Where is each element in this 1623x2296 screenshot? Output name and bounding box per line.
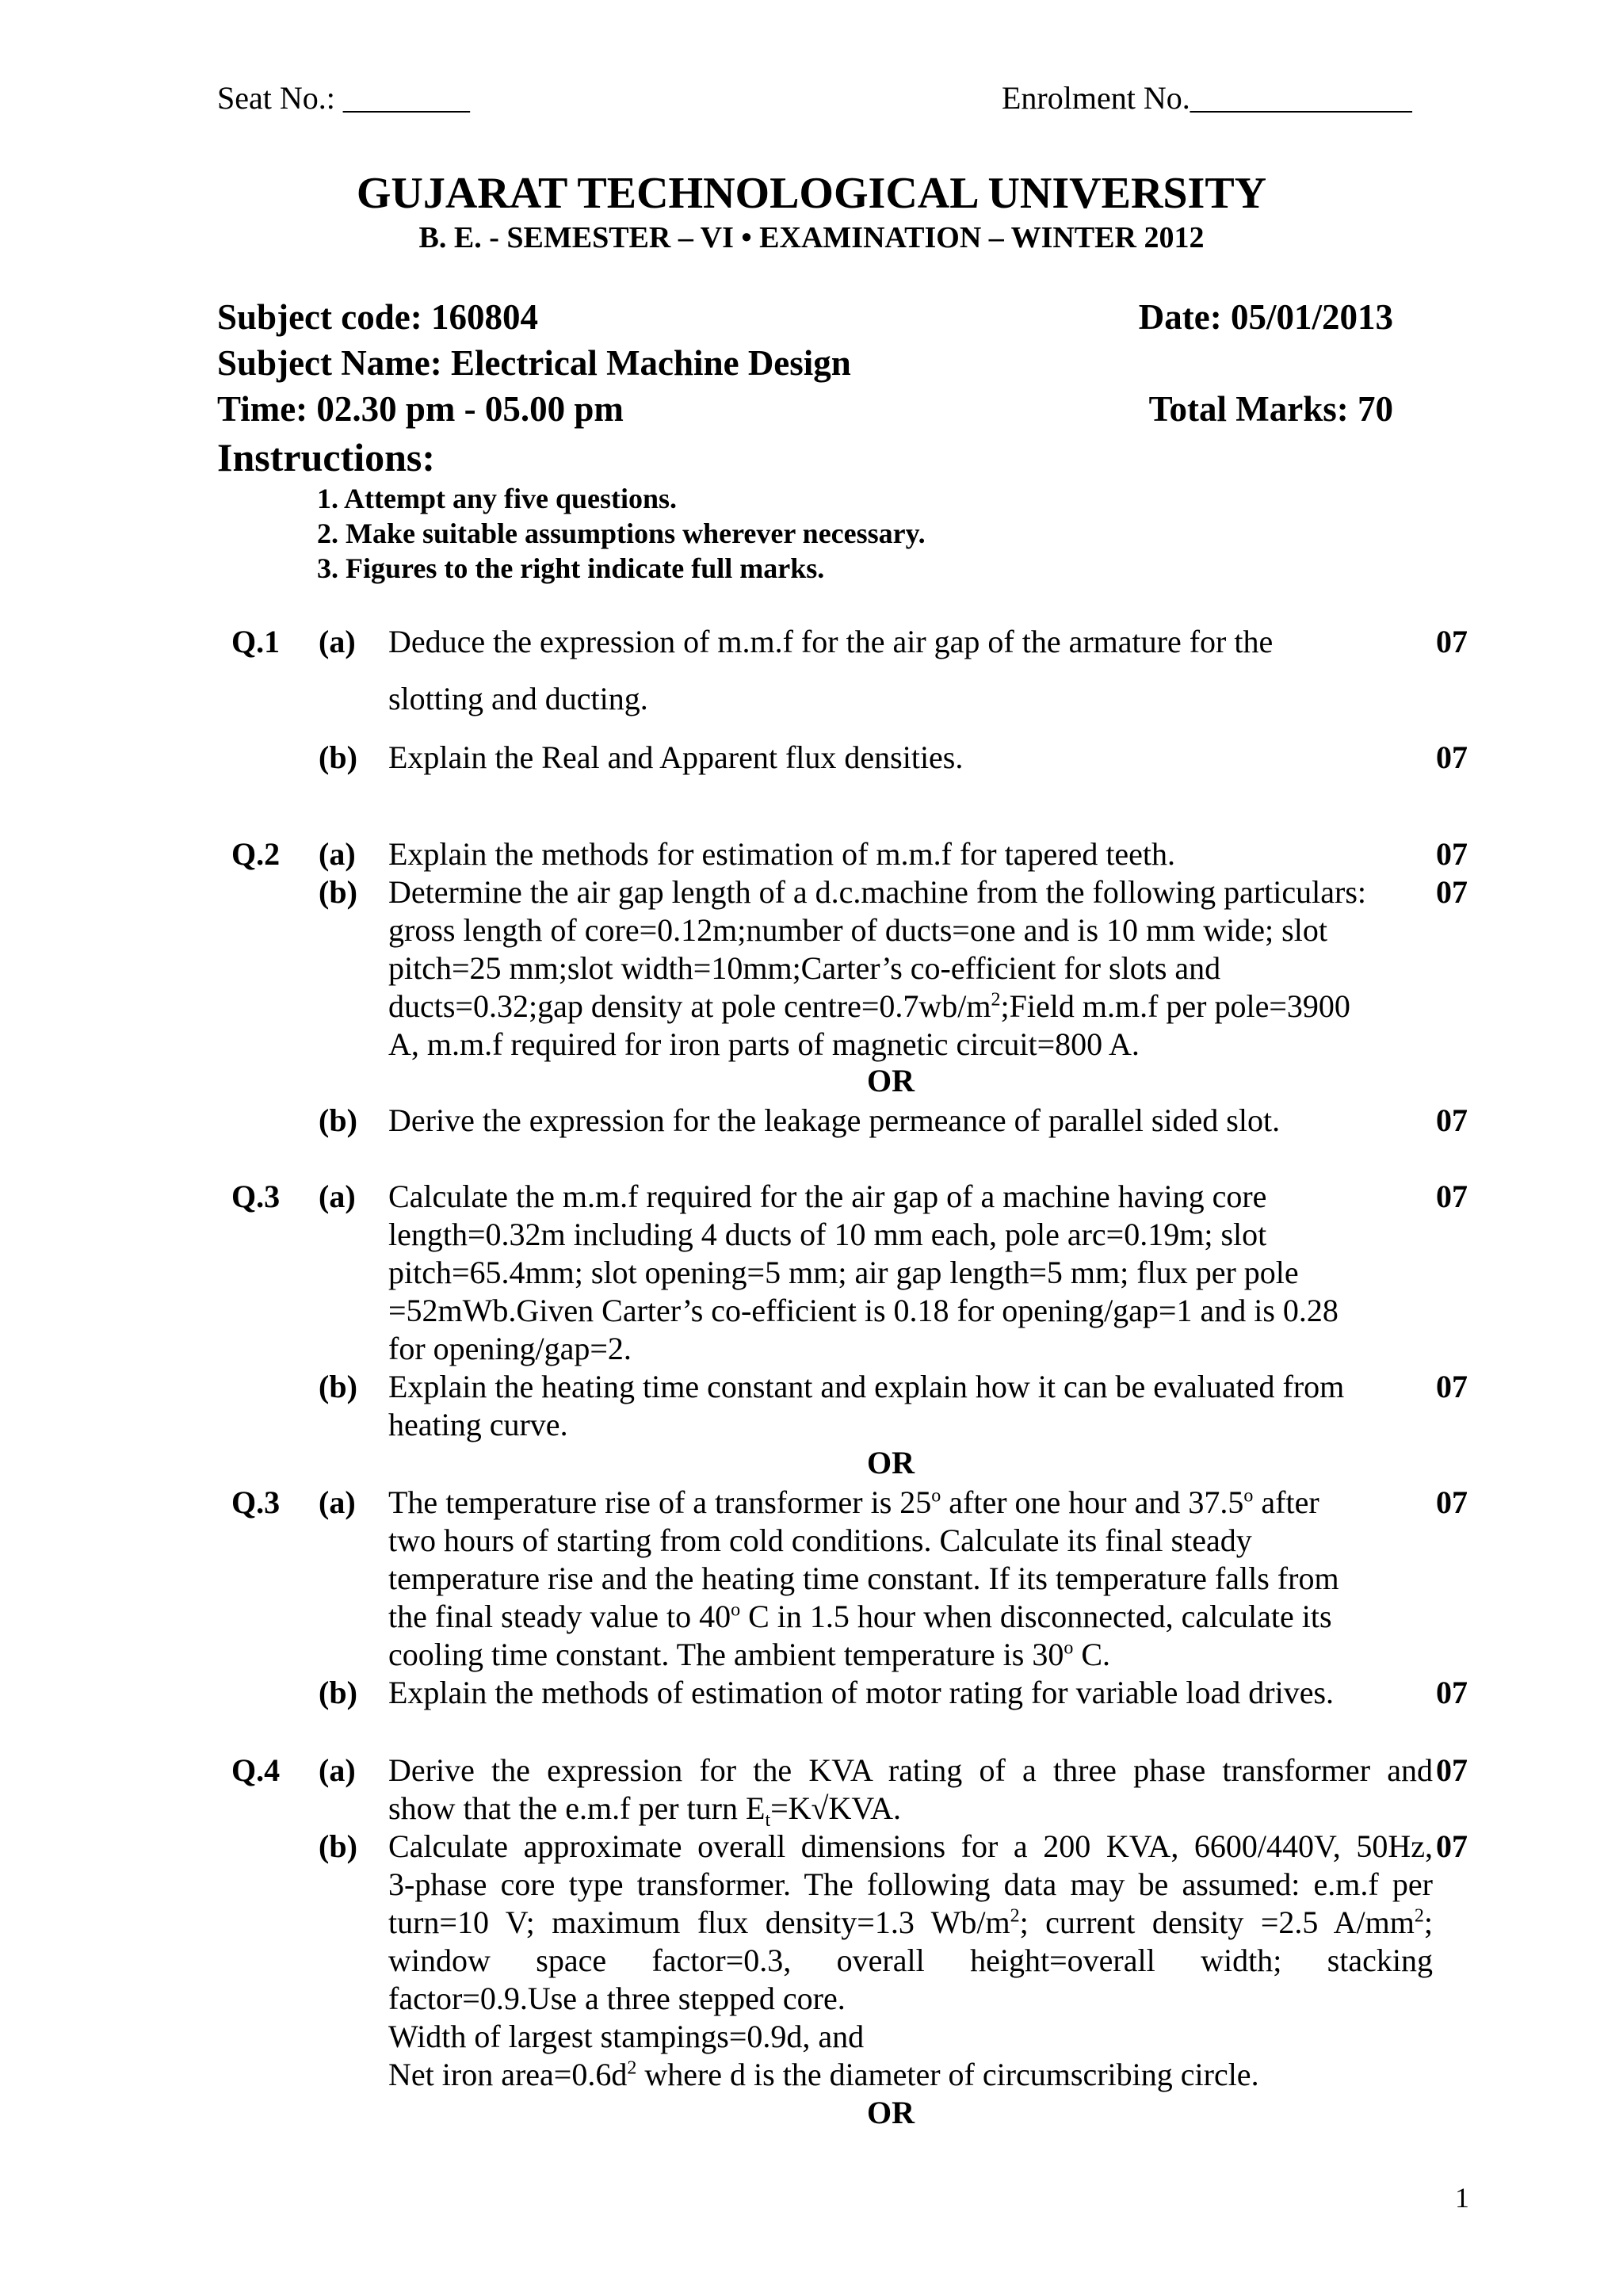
marks: 07 [1436,1828,1468,1864]
question-text: heating curve. [388,1407,568,1442]
question-number: Q.1 [231,624,281,659]
question-text: Derive the expression for the KVA rating of a three phase transformer and [388,1752,1433,1788]
question-text: Explain the Real and Apparent flux densities. [388,739,964,775]
part-label: (b) [319,1102,357,1138]
question-text: Explain the methods for estimation of m.m.f for tapered teeth. [388,836,1176,872]
question-text: pitch=25 mm;slot width=10mm;Carter’s co-efficient for slots and [388,950,1221,986]
total-marks: Total Marks: 70 [1148,389,1393,429]
university-name: GUJARAT TECHNOLOGICAL UNIVERSITY [356,169,1267,218]
question-text: for opening/gap=2. [388,1331,632,1366]
question-text: Calculate approximate overall dimensions for a 200 KVA, 6600/440V, 50Hz, [388,1828,1433,1864]
question-text: length=0.32m including 4 ducts of 10 mm each, pole arc=0.19m; slot [388,1217,1267,1252]
instruction-item: 1. Attempt any five questions. [317,483,678,514]
subject-name: Subject Name: Electrical Machine Design [217,343,851,383]
question-text: factor=0.9.Use a three stepped core. [388,1981,846,2016]
part-label: (a) [319,1179,356,1214]
question-text: gross length of core=0.12m;number of ducts=one and is 10 mm wide; slot [388,912,1327,948]
part-label: (b) [319,1675,357,1710]
part-label: (a) [319,836,356,872]
seat-no: Seat No.: ________ [217,80,470,116]
question-text: Net iron $area=0.6d^2$ where d is the diameter of circumscribing circle. [388,2057,1259,2092]
question-text: The temperature rise of a transformer is 25$^o$ after one hour and 37.5$^o$ after [388,1484,1319,1520]
part-label: (a) [319,1484,356,1520]
part-label: (a) [319,1752,356,1788]
question-text: temperature rise and the heating time constant. If its temperature falls from [388,1561,1339,1596]
exam-date: Date: 05/01/2013 [1138,297,1393,337]
part-label: (b) [319,1828,357,1864]
question-text: show that the e.m.f per turn $E_t=K√KVA$. [388,1790,902,1831]
marks: 07 [1436,739,1468,775]
exam-time: Time: 02.30 pm - 05.00 pm [217,389,624,429]
part-label: (b) [319,1369,357,1404]
part-label: (b) [319,874,357,910]
question-text: =52mWb.Given Carter’s co-efficient is 0.18 for opening/gap=1 and is 0.28 [388,1293,1338,1328]
question-text: cooling time constant. The ambient temperature is 30$^o$ C. [388,1637,1111,1672]
marks: 07 [1436,1752,1468,1788]
part-label: (a) [319,624,356,659]
question-text: pitch=65.4mm; slot opening=5 mm; air gap length=5 mm; flux per pole [388,1255,1299,1290]
question-text: A, m.m.f required for iron parts of magnetic circuit=800 A. [388,1026,1140,1062]
question-number: Q.2 [231,836,281,872]
question-text: Calculate the m.m.f required for the air gap of a machine having core [388,1179,1267,1214]
instruction-item: 3. Figures to the right indicate full marks. [317,552,825,584]
question-text: Deduce the expression of m.m.f for the air gap of the armature for the [388,624,1274,659]
instruction-item: 2. Make suitable assumptions wherever necessary. [317,518,926,549]
marks: 07 [1436,624,1468,659]
question-text: Explain the methods of estimation of motor rating for variable load drives. [388,1675,1335,1710]
question-text: ducts=0.32;gap density at pole $centre=0.7wb/m^2;Field$ m.m.f per pole=3900 [388,988,1350,1024]
or-divider: OR [867,1063,915,1098]
instructions-heading: Instructions: [217,435,436,479]
question-text: turn=10 V; maximum flux density=1.3 $Wb/m^2$; current density =2.5 $A/mm^2$; [388,1904,1433,1940]
question-text: the final steady value to 40$^o$ C in 1.5 hour when disconnected, calculate its [388,1599,1332,1634]
question-text: two hours of starting from cold conditions. Calculate its final steady [388,1522,1252,1558]
exam-title: B. E. - SEMESTER – VI • EXAMINATION – WINTER 2012 [418,221,1205,254]
marks: 07 [1436,1675,1468,1710]
question-text: 3-phase core type transformer. The following data may be assumed: e.m.f per [388,1866,1433,1902]
or-divider: OR [867,1445,915,1480]
question-number: Q.4 [231,1752,281,1788]
enrolment-no: Enrolment No.______________ [1002,80,1412,116]
question-text: Explain the heating time constant and explain how it can be evaluated from [388,1369,1345,1404]
question-text: Width of largest stampings=0.9d, and [388,2019,865,2054]
question-number: Q.3 [231,1484,281,1520]
or-divider: OR [867,2095,915,2130]
marks: 07 [1436,874,1468,910]
marks: 07 [1436,1484,1468,1520]
marks: 07 [1436,1102,1468,1138]
question-text: window space factor=0.3, overall height=overall width; stacking [388,1943,1433,1978]
question-text: Determine the air gap length of a d.c.machine from the following particulars: [388,874,1367,910]
marks: 07 [1436,1179,1468,1214]
question-text: slotting and ducting. [388,681,648,716]
marks: 07 [1436,1369,1468,1404]
page-number: 1 [1455,2182,1469,2214]
part-label: (b) [319,739,357,775]
question-number: Q.3 [231,1179,281,1214]
marks: 07 [1436,836,1468,872]
subject-code: Subject code: 160804 [217,297,538,337]
question-text: Derive the expression for the leakage permeance of parallel sided slot. [388,1102,1281,1138]
